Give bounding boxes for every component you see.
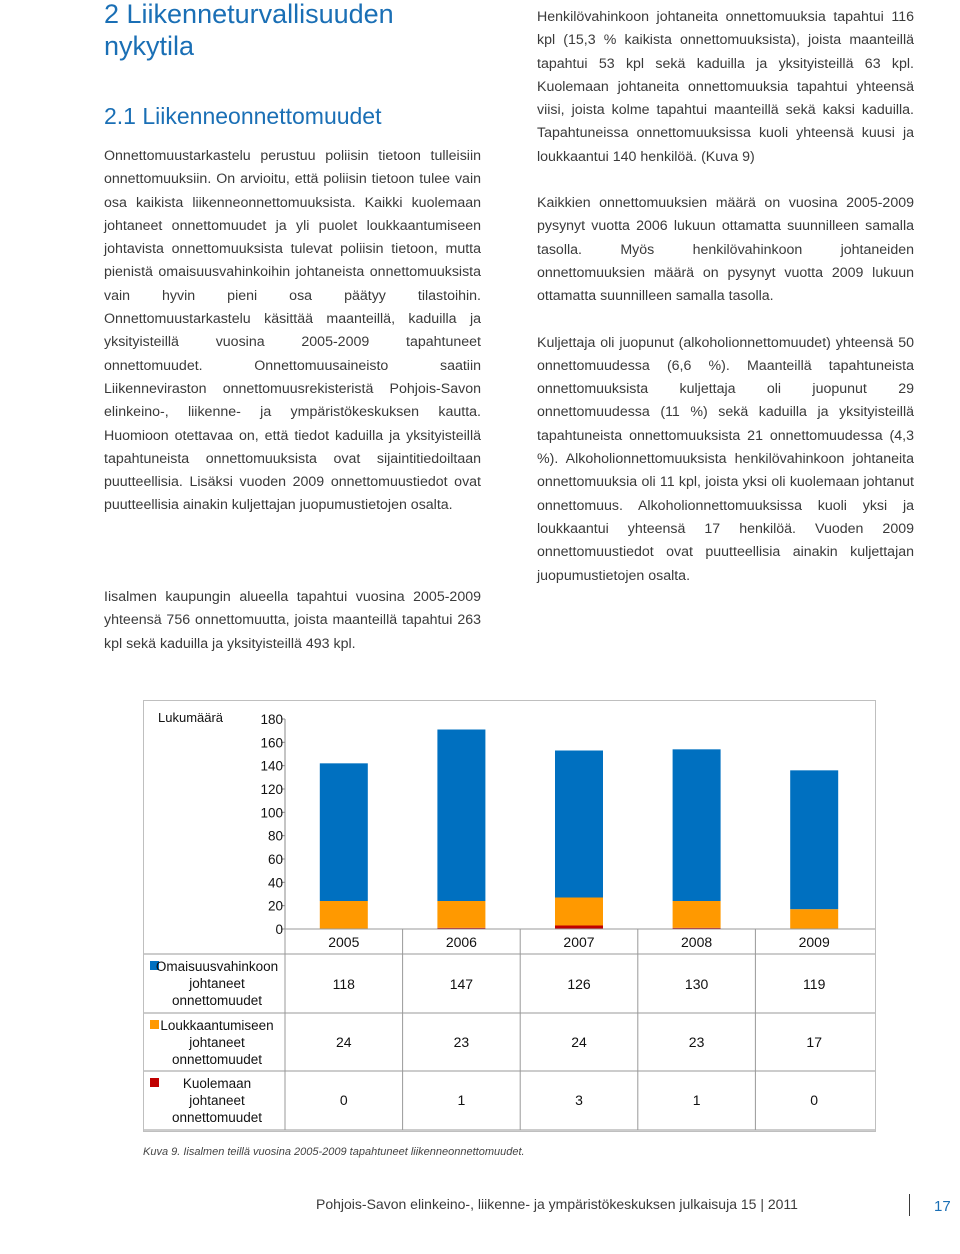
bar-fatal-2007 xyxy=(555,926,603,930)
left-paragraph-2: Iisalmen kaupungin alueella tapahtui vuosina 2005-2009 yhteensä 756 onnettomuutta, joista maanteillä tapahtui 263 kpl sekä kaduilla ja yksityisteillä 493 kpl. xyxy=(104,589,481,652)
data-label: 23 xyxy=(453,1034,470,1050)
category-label: 2008 xyxy=(681,934,713,950)
y-tick-label: 0 xyxy=(275,922,283,937)
bar-injury-2005 xyxy=(320,901,368,929)
data-label: 0 xyxy=(810,1092,819,1108)
data-label: 17 xyxy=(806,1034,822,1050)
y-tick-label: 60 xyxy=(267,852,283,867)
data-label: 126 xyxy=(567,976,591,992)
y-tick-label: 40 xyxy=(267,875,283,891)
data-label: 1 xyxy=(457,1092,466,1108)
y-axis-label: Lukumäärä xyxy=(158,710,224,725)
bar-property-damage-2008 xyxy=(673,749,721,901)
data-label: 0 xyxy=(339,1092,348,1108)
legend-label-line: johtaneet xyxy=(189,976,245,991)
category-label: 2009 xyxy=(798,934,830,950)
page-number: 17 xyxy=(934,1198,951,1215)
y-tick-label: 100 xyxy=(260,805,283,821)
data-label: 3 xyxy=(575,1092,583,1108)
bar-injury-2006 xyxy=(437,901,485,928)
data-label: 130 xyxy=(684,976,709,992)
y-tick-label: 140 xyxy=(260,758,283,774)
legend-swatch xyxy=(150,1078,159,1087)
legend-label-line: Loukkaantumiseen xyxy=(160,1018,274,1033)
bar-injury-2007 xyxy=(555,898,603,926)
legend-label-line: johtaneet xyxy=(189,1093,245,1108)
bar-property-damage-2006 xyxy=(437,730,485,902)
footer-text: Pohjois-Savon elinkeino-, liikenne- ja ympäristökeskuksen julkaisuja 15 | 2011 xyxy=(316,1196,798,1212)
data-label: 1 xyxy=(692,1092,701,1108)
legend-label-line: onnettomuudet xyxy=(171,993,263,1008)
legend-label-line: onnettomuudet xyxy=(171,1110,263,1125)
left-paragraph-1: Onnettomuustarkastelu perustuu poliisin tietoon tulleisiin onnettomuuksiin. On arvioitu, että poliisin tietoon tulee vain osa kaikista liikenneonnettomuuksista. Kaikki kuolemaan johtaneet onnettomuudet ja yli puolet loukkaantumiseen johtavista onnettomuuksista tulevat poliisin tietoon, mutta pienistä omaisuusvahinkoihin johtaneista onnettomuuksista vain hyvin pieni osa päätyy tilastoihin. Onnettomuustarkastelu käsittää maanteillä, kaduilla ja yksityisteillä vuosina 2005-2009 tapahtuneet onnettomuudet. Onnettomuusaineisto saatiin Liikenneviraston onnettomuusrekisteristä Pohjois-Savon elinkeino-, liikenne- ja ympäristökeskuksen kautta. Huomioon otettavaa on, että tiedot kaduilla ja yksityisteillä tapahtuneista onnettomuuksista ovat sijaintitiedoiltaan puutteellisia. Lisäksi vuoden 2009 onnettomuustiedot ovat puutteellisia ainakin kuljettajan juopumustietojen osalta. xyxy=(104,148,481,514)
section-heading: 2 Liikenneturvallisuuden nykytila xyxy=(104,0,394,61)
legend-label-line: johtaneet xyxy=(189,1035,245,1050)
category-label: 2005 xyxy=(328,934,360,950)
left-column xyxy=(104,145,481,518)
y-tick-label: 80 xyxy=(267,828,283,844)
bar-property-damage-2007 xyxy=(555,751,603,898)
footer-divider xyxy=(909,1194,910,1216)
figure-caption: Kuva 9. Iisalmen teillä vuosina 2005-2009 tapahtuneet liikenneonnettomuudet. xyxy=(143,1146,525,1158)
data-label: 24 xyxy=(571,1034,587,1050)
legend-label-line: Kuolemaan xyxy=(182,1076,252,1091)
subsection-heading: 2.1 Liikenneonnettomuudet xyxy=(104,103,382,129)
category-label: 2006 xyxy=(445,934,477,950)
right-paragraph-3: Kuljettaja oli juopunut (alkoholionnettomuudet) yhteensä 50 onnettomuudessa (6,6 %). Maanteillä tapahtuneista onnettomuuksista kuljettaja oli juopunut 29 onnettomuudessa (11 %) sekä kaduilla ja yksityisteillä tapahtuneista onnettomuuksista 21 onnettomuudessa (4,3 %). Alkoholionnettomuuksista henkilövahinkoon johtaneita onnettomuuksia oli 11 kpl, joista yksi oli kuolemaan johtanut onnettomuus. Alkoholionnettomuuksissa kuoli yksi ja loukkaantui yhteensä 17 henkilöä. Vuoden 2009 onnettomuustiedot ovat puutteellisia ainakin kuljettajan juopumustietojen osalta. xyxy=(537,334,914,584)
bar-property-damage-2005 xyxy=(320,763,368,901)
data-label: 24 xyxy=(336,1034,352,1050)
legend-label-line: onnettomuudet xyxy=(171,1052,263,1067)
data-label: 119 xyxy=(803,976,826,992)
bar-injury-2008 xyxy=(673,901,721,928)
right-paragraph-1: Henkilövahinkoon johtaneita onnettomuuksia tapahtui 116 kpl (15,3 % kaikista onnettomuuksista), joista maanteillä tapahtui 53 kpl sekä kaduilla ja yksityisteillä 63 kpl. Kuolemaan johtaneita onnettomuuksia tapahtui yhteensä viisi, joista kolme tapahtui maanteillä sekä kaksi kaduilla. Tapahtuneissa onnettomuuksissa kuoli yhteensä kuusi ja loukkaantui 140 henkilöä. (Kuva 9) xyxy=(537,9,914,165)
data-label: 118 xyxy=(332,976,355,992)
category-label: 2007 xyxy=(563,934,595,950)
legend-swatch xyxy=(150,1020,159,1029)
stacked-bar-chart xyxy=(144,701,875,1131)
y-tick-label: 20 xyxy=(267,898,283,914)
y-tick-label: 160 xyxy=(260,735,283,751)
data-label: 23 xyxy=(688,1034,705,1050)
left-column-bottom xyxy=(104,586,481,656)
y-tick-label: 120 xyxy=(260,782,283,797)
right-column xyxy=(537,6,914,588)
bar-property-damage-2009 xyxy=(790,770,838,909)
legend-label-line: Omaisuusvahinkoon xyxy=(155,959,279,974)
y-tick-label: 180 xyxy=(260,712,283,727)
bar-injury-2009 xyxy=(790,909,838,929)
data-label: 147 xyxy=(449,976,474,992)
chart-frame xyxy=(143,700,876,1132)
right-paragraph-2: Kaikkien onnettomuuksien määrä on vuosina 2005-2009 pysynyt vuotta 2006 lukuun ottamatta suunnilleen samalla tasolla. Myös henkilövahinkoon johtaneiden onnettomuuksien määrä on pysynyt vuotta 2009 lukuun ottamatta suunnilleen samalla tasolla. xyxy=(537,195,914,305)
